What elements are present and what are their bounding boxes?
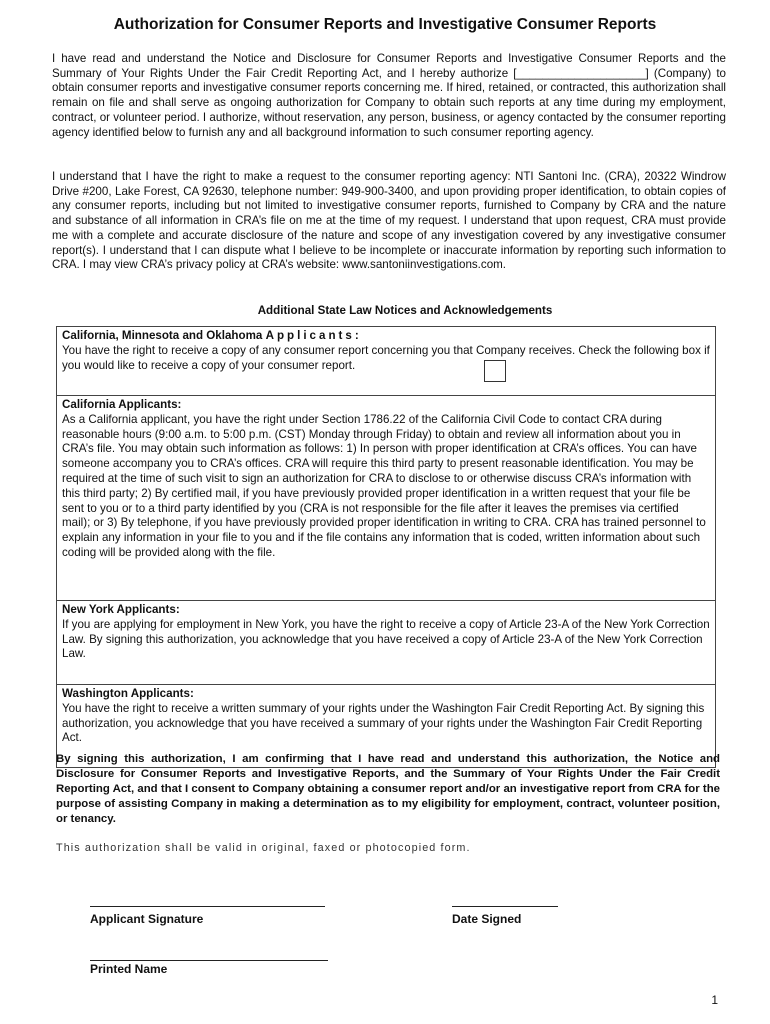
section-body: If you are applying for employment in New York, you have the right to receive a copy of Article 23-A of the New York Correction Law. By signing this authorization, you acknowledge that you have received a copy of Article 23-A of the New York Correction Law. bbox=[62, 617, 710, 661]
state-notices-heading: Additional State Law Notices and Acknowledgements bbox=[257, 304, 553, 317]
section-heading: Washington Applicants: bbox=[62, 687, 194, 700]
confirmation-paragraph: By signing this authorization, I am confirming that I have read and understand this authorization, the Notice and Disclosure for Consumer Reports and Investigative Reports, and the Summary of Your Rights Under the Fair Credit Reporting Act, and that I consent to Company obtaining a consumer report and/or an investigative report from CRA for the purpose of assisting Company in making a determination as to my eligibility for employment, contract, volunteer position, or tenancy. bbox=[56, 753, 720, 825]
date-line[interactable] bbox=[452, 906, 558, 907]
section-heading: New York Applicants: bbox=[62, 603, 180, 616]
date-label: Date Signed bbox=[452, 912, 522, 926]
copy-request-checkbox[interactable] bbox=[484, 360, 506, 382]
section-heading: California, Minnesota and Oklahoma Applicants: bbox=[62, 329, 362, 342]
authorization-paragraph: I have read and understand the Notice and Disclosure for Consumer Reports and Investigative Consumer Reports and the Summary of Your Rights Under the Fair Credit Reporting Act, and I hereby authorize [____________________] (Company) to obtain consumer reports and investigative consumer reports concerning me. If hired, retained, or contracted, this authorization shall remain on file and shall serve as ongoing authorization for Company to obtain such reports at any time during my employment, contract, or volunteer period. I authorize, without reservation, any person, business, or agency contacted by the consumer reporting agency identified below to furnish any and all background information to such consumer reporting agency. bbox=[52, 52, 726, 139]
signature-label: Applicant Signature bbox=[90, 912, 204, 926]
section-heading: California Applicants: bbox=[62, 398, 182, 411]
printed-name-label: Printed Name bbox=[90, 962, 168, 976]
cra-rights-paragraph: I understand that I have the right to make a request to the consumer reporting agency: NTI Santoni Inc. (CRA), 20322 Windrow Drive #200, Lake Forest, CA 92630, telephone number: 949-900-3400, and upon providing proper identification, to obtain copies of any consumer reports, including but not limited to investigative consumer reports, furnished to Company by CRA and the nature and substance of all information in CRA’s file on me at the time of my request. I understand that upon request, CRA must provide me with a complete and accurate disclosure of the nature and scope of any investigation covered by any investigative consumer report(s). I understand that I can dispute what I believe to be incomplete or inaccurate information by reporting such information to CRA. I may view CRA’s privacy policy at CRA’s website: www.santoniinvestigations.com. bbox=[52, 170, 726, 272]
validity-note: This authorization shall be valid in original, faxed or photocopied form. bbox=[56, 842, 471, 854]
printed-name-line[interactable] bbox=[90, 960, 328, 961]
section-body: You have the right to receive a written summary of your rights under the Washington Fair Credit Reporting Act. By signing this authorization, you acknowledge that you have received a summary of your rights under the Washington Fair Credit Reporting Act. bbox=[62, 701, 705, 745]
section-new-york bbox=[57, 601, 715, 685]
section-ca-mn-ok bbox=[57, 327, 715, 396]
section-body: As a California applicant, you have the right under Section 1786.22 of the California Civil Code to contact CRA during reasonable hours (9:00 a.m. to 5:00 p.m. (CST) Monday through Friday) to obtain and review all information about you in CRA’s file. You may obtain such information as follows: 1) In person with proper identification at CRA’s offices. You can have someone accompany you to CRA’s offices. CRA will require this third party to present reasonable identification. You may be required at the time of such visit to sign an authorization for CRA to disclose to or otherwise discuss CRA’s information with this third party; 2) By certified mail, if you have previously provided proper identification in a written request that your file be sent to you or to a third party identified by you (CRA is not responsible for the file after it leaves the premises via certified mail); or 3) By telephone, if you have previously provided proper identification in writing to CRA. CRA has trained personnel to explain any information in your file to you and if the file contains any information that is coded, written information about such coding will be provided along with the file. bbox=[62, 412, 706, 559]
page-number: 1 bbox=[711, 993, 718, 1007]
section-body: You have the right to receive a copy of any consumer report concerning you that Company receives. Check the following box if you would like to receive a copy of your consumer report. bbox=[62, 343, 710, 372]
section-california bbox=[57, 396, 715, 601]
document-title: Authorization for Consumer Reports and Investigative Consumer Reports bbox=[113, 16, 657, 33]
signature-line[interactable] bbox=[90, 906, 325, 907]
state-notices-box bbox=[56, 326, 716, 768]
